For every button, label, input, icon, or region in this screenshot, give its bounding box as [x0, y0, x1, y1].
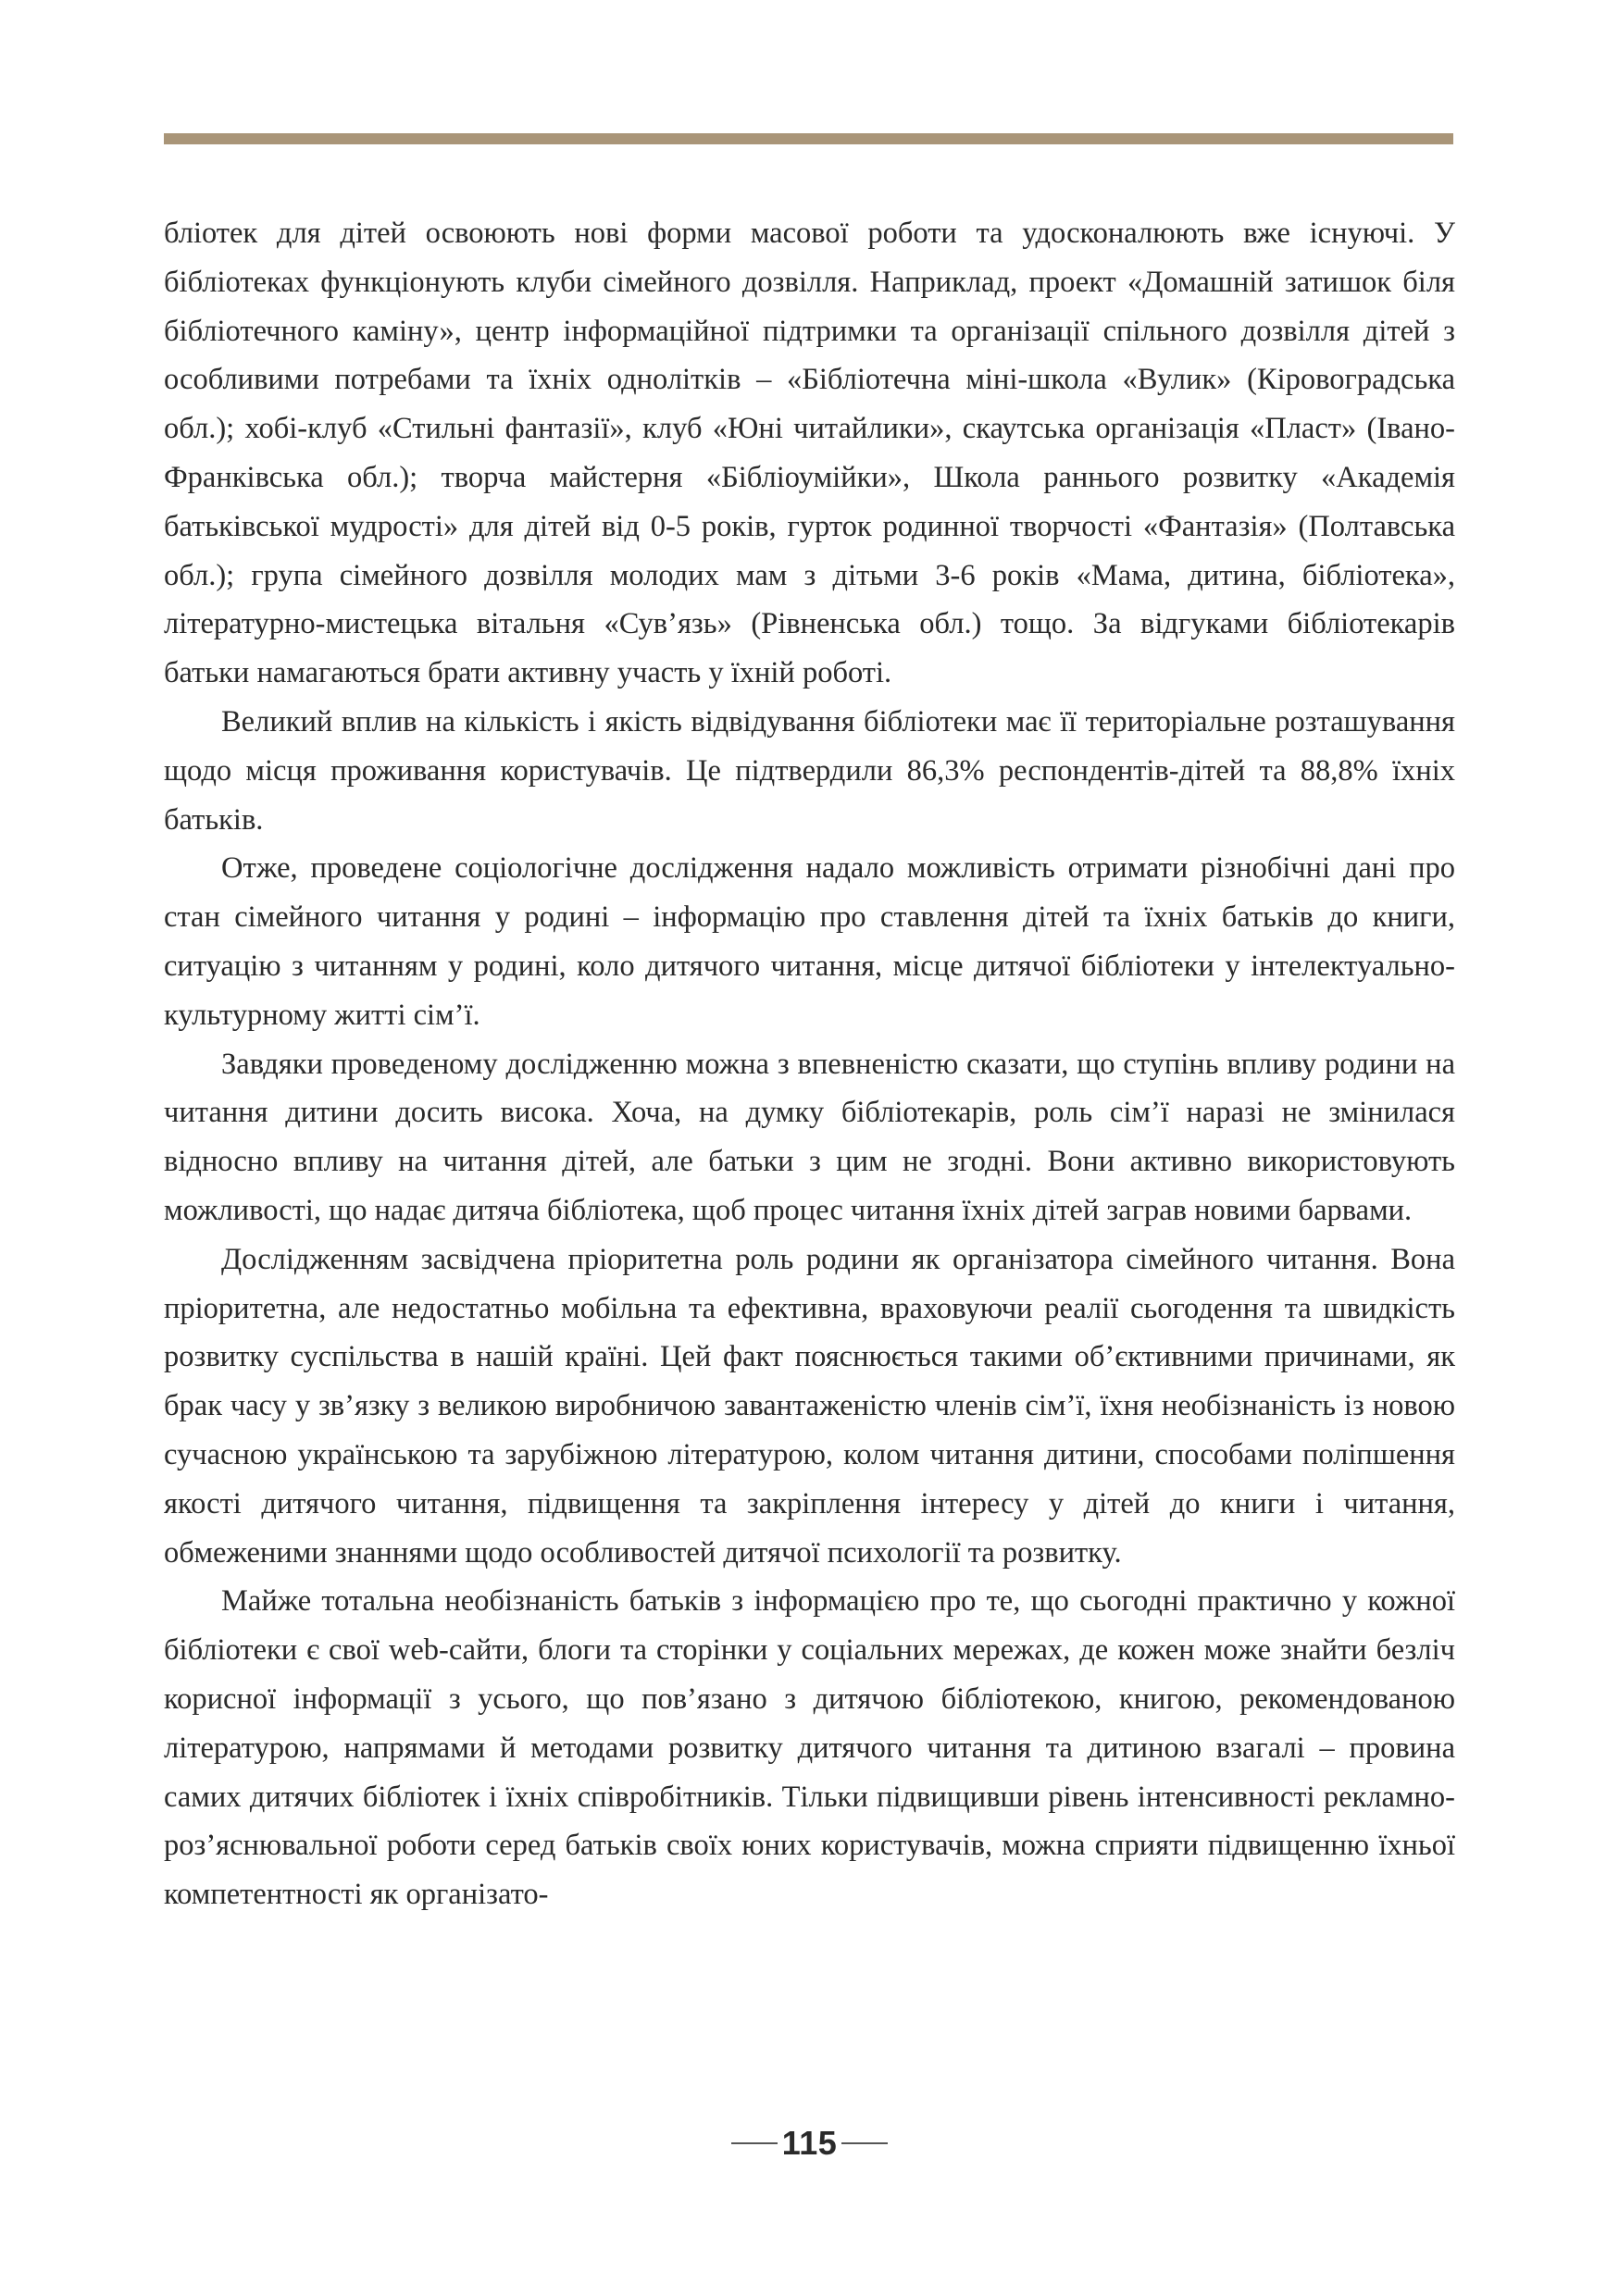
paragraph-research-summary: Отже, проведене соціологічне дослідження надало можливість отримати різнобічні дані про стан сімейного читання у родині – інформацію про ставлення дітей та їхніх батьків до книги, ситуацію з читанням у родині, коло дитячого читання, місце дитячої бібліотеки у інтелектуально-культурному житті сім’ї.	[164, 851, 1455, 1032]
header-rule	[164, 133, 1453, 144]
paragraph-parents-awareness: Майже тотальна необізнаність батьків з інформацією про те, що сьогодні практично у кожної бібліотеки є свої web-сайти, блоги та сторінки у соціальних мережах, де кожен може знайти безліч корисної інформації з усього, що пов’язано з дитячою бібліотекою, книгою, рекомендованою літературою, напрямами й методами розвитку дитячого читання та дитиною взагалі – провина самих дитячих бібліотек і їхніх співробітників. Тільки підвищивши рівень інтенсивності рекламно-роз’яснювальної роботи серед батьків своїх юних користувачів, можна сприяти підвищенню їхньої компетентності як організато-	[164, 1584, 1455, 1912]
footer-dash-left	[731, 2142, 778, 2144]
paragraph-location: Великий вплив на кількість і якість відвідування бібліотеки має її територіальне розташування щодо місця проживання користувачів. Це підтвердили 86,3% респондентів-дітей та 88,8% їхніх батьків.	[164, 704, 1455, 837]
paragraph-continuation: бліотек для дітей освоюють нові форми масової роботи та удосконалюють вже існуючі. У бібліотеках функціонують клуби сімейного дозвілля. Наприклад, проект «Домашній затишок біля бібліотечного каміну», центр інформаційної підтримки та організації спільного дозвілля дітей з особливими потребами та їхніх однолітків – «Бібліотечна міні-школа «Вулик» (Кіровоградська обл.); хобі-клуб «Стильні фантазії», клуб «Юні читайлики», скаутська організація «Пласт» (Івано-Франківська обл.); творча майстерня «Бібліоумійки», Школа раннього розвитку «Академія батьківської мудрості» для дітей від 0-5 років, гурток родинної творчості «Фантазія» (Полтавська обл.); група сімейного дозвілля молодих мам з дітьми 3-6 років «Мама, дитина, бібліотека», літературно-мистецька вітальня «Сув’язь» (Рівненська обл.) тощо. За відгуками бібліотекарів батьки намагаються брати активну участь у їхній роботі.	[164, 217, 1455, 690]
page-footer	[0, 2121, 1619, 2166]
footer-dash-right	[841, 2142, 888, 2144]
paragraph-family-role: Дослідженням засвідчена пріоритетна роль родини як організатора сімейного читання. Вона пріоритетна, але недостатньо мобільна та ефективна, враховуючи реалії сьогодення та швидкість розвитку суспільства в нашій країні. Цей факт пояснюється такими об’єктивними причинами, як брак часу у зв’язку з великою виробничою завантаженістю членів сім’ї, їхня необізнаність із новою сучасною українською та зарубіжною літературою, колом читання дитини, способами поліпшення якості дитячого читання, підвищення та закріплення інтересу у дітей до книги і читання, обмеженими знаннями щодо особливостей дитячої психології та розвитку.	[164, 1242, 1455, 1570]
body-text	[164, 209, 1455, 1919]
page-number: 115	[781, 2124, 838, 2162]
paragraph-family-influence: Завдяки проведеному дослідженню можна з впевненістю сказати, що ступінь впливу родини на читання дитини досить висока. Хоча, на думку бібліотекарів, роль сім’ї наразі не змінилася відносно впливу на читання дітей, але батьки з цим не згодні. Вони активно використовують можливості, що надає дитяча бібліотека, щоб процес читання їхніх дітей заграв новими барвами.	[164, 1047, 1455, 1227]
